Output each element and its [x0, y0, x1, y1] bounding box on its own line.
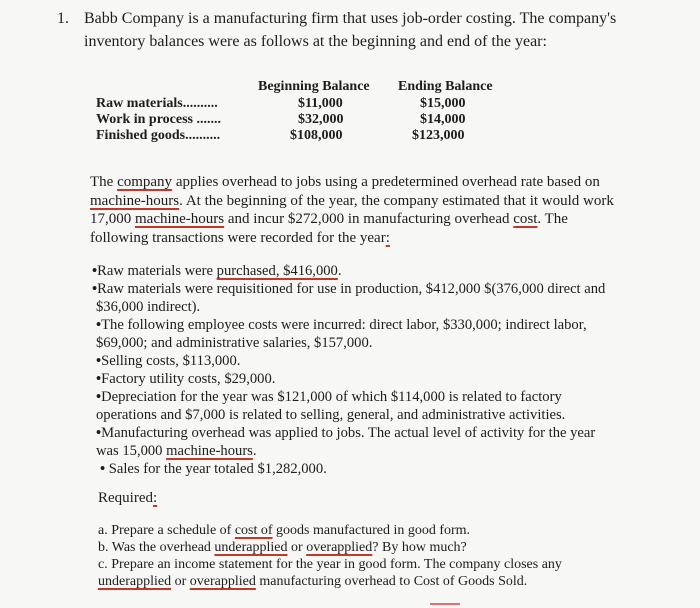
required-b: b. Was the overhead underapplied or overapplied? By how much? — [98, 540, 467, 555]
row-label-work-in-process: Work in process ....... — [96, 112, 221, 127]
work-in-process-begin: $32,000 — [298, 112, 344, 127]
question-line-1: Babb Company is a manufacturing firm that uses job-order costing. The company's — [84, 10, 617, 27]
row-label-raw-materials: Raw materials.......... — [96, 96, 218, 111]
required-c: c. Prepare an income statement for the year in good form. The company closes any underapplied or overapplied manufacturing overhead to Cost of Goods Sold. — [98, 557, 562, 589]
header-ending: Ending Balance — [398, 79, 493, 94]
required-a: a. Prepare a schedule of cost of goods manufactured in good form. — [98, 523, 471, 538]
bullet-8: • Sales for the year totaled $1,282,000. — [100, 461, 327, 477]
work-in-process-end: $14,000 — [420, 112, 466, 127]
header-beginning: Beginning Balance — [258, 79, 370, 94]
finished-goods-end: $123,000 — [412, 128, 465, 143]
bullet-7: •Manufacturing overhead was applied to jobs. The actual level of activity for the year was 15,000 machine-hours. — [96, 425, 596, 459]
bullet-4: •Selling costs, $113,000. — [96, 353, 241, 369]
bullet-1: •Raw materials were purchased, $416,000. — [92, 263, 342, 279]
overhead-paragraph: The company applies overhead to jobs using a predetermined overhead rate based on machine-hours. At the beginning of the year, the company estimated that it would work 17,000 machine-hours and incur $272,000 in manufacturing overhead cost. The following transactions were recorded for the year: — [90, 174, 614, 246]
finished-goods-begin: $108,000 — [290, 128, 343, 143]
question-line-2: inventory balances were as follows at the beginning and end of the year: — [84, 33, 547, 50]
bullet-5: •Factory utility costs, $29,000. — [96, 371, 276, 387]
bullet-6: •Depreciation for the year was $121,000 of which $114,000 is related to factory operations and $7,000 is related to selling, general, and administrative activities. — [96, 389, 566, 423]
raw-materials-end: $15,000 — [420, 96, 466, 111]
row-label-finished-goods: Finished goods.......... — [96, 128, 221, 143]
red-mark — [430, 603, 460, 605]
required-heading: Required: — [98, 490, 158, 506]
raw-materials-begin: $11,000 — [298, 96, 343, 111]
bullet-2: •Raw materials were requisitioned for use in production, $412,000 $(376,000 direct and $36,000 indirect). — [92, 281, 606, 315]
question-number: 1. — [57, 10, 69, 27]
bullet-3: •The following employee costs were incurred: direct labor, $330,000; indirect labor, $69,000; and administrative salaries, $157,000. — [96, 317, 587, 351]
